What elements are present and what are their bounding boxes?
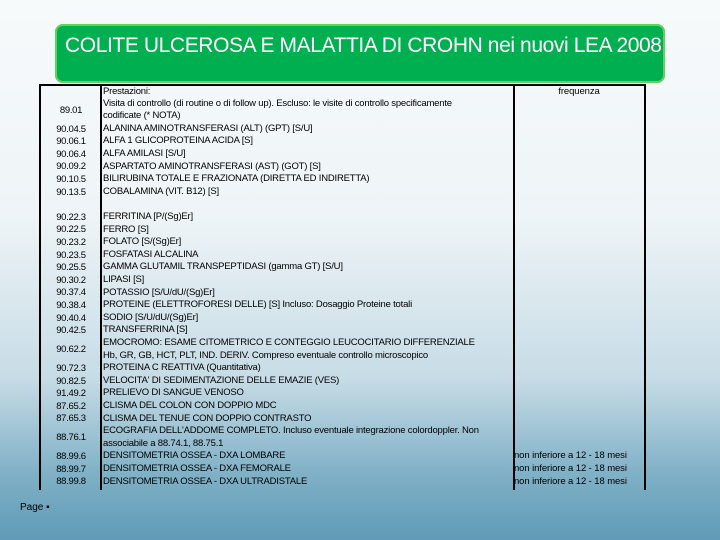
- prestazione-code: 87.65.2: [56, 400, 86, 412]
- prestazione-description: BILIRUBINA TOTALE E FRAZIONATA (DIRETTA ED INDIRETTA): [103, 173, 370, 185]
- prestazione-description: VELOCITA' DI SEDIMENTAZIONE DELLE EMAZIE (VES): [103, 374, 340, 386]
- prestazione-code: 90.38.4: [56, 299, 86, 311]
- table-row: [39, 261, 646, 274]
- prestazione-code: 90.25.5: [56, 262, 86, 274]
- header-frequenza: frequenza: [558, 86, 600, 97]
- table-row: [39, 249, 646, 262]
- prestazione-code: 90.37.4: [56, 287, 86, 299]
- prestazione-description: LIPASI [S]: [103, 274, 145, 285]
- prestazione-description: POTASSIO [S/U/dU/(Sg)Er]: [103, 286, 215, 298]
- prestazione-description: FOSFATASI ALCALINA: [103, 248, 199, 260]
- prestazione-code: 90.22.3: [56, 211, 86, 223]
- prestazione-code: 91.49.2: [56, 388, 86, 400]
- prestazioni-table: [39, 84, 646, 490]
- prestazione-description: GAMMA GLUTAMIL TRANSPEPTIDASI (gamma GT) [S/U]: [103, 261, 343, 273]
- prestazione-code: 90.09.2: [56, 161, 86, 173]
- table-row: [39, 312, 646, 325]
- table-row: [39, 211, 646, 224]
- prestazione-code: 88.99.7: [56, 463, 86, 475]
- table-row: [39, 98, 646, 123]
- table-row: [39, 413, 646, 426]
- table-row: [39, 224, 646, 237]
- table-row: [39, 236, 646, 249]
- slide-title: COLITE ULCEROSA E MALATTIA DI CROHN nei nuovi LEA 2008: [65, 34, 662, 57]
- header-prestazioni: Prestazioni:: [103, 86, 151, 97]
- prestazione-code: 90.23.2: [56, 236, 86, 248]
- prestazione-description: DENSITOMETRIA OSSEA - DXA LOMBARE: [103, 450, 286, 462]
- prestazione-description: DENSITOMETRIA OSSEA - DXA ULTRADISTALE: [103, 475, 308, 487]
- table-row: [39, 287, 646, 300]
- title-banner: [55, 24, 665, 83]
- prestazione-description: codificate (* NOTA): [103, 110, 181, 122]
- prestazione-code: 89.01: [59, 104, 83, 116]
- prestazione-description: FERRITINA [P/(Sg)Er]: [103, 211, 193, 222]
- prestazione-code: 90.04.5: [56, 123, 86, 135]
- table-row: [39, 476, 646, 489]
- table-row: [39, 400, 646, 413]
- table-row: [39, 135, 646, 148]
- prestazione-description: SODIO [S/U/dU/(Sg)Er]: [103, 311, 199, 323]
- prestazione-description: Visita di controllo (di routine o di follow up). Escluso: le visite di controllo specificamente: [103, 97, 452, 109]
- table-row: [39, 337, 646, 362]
- table-row: [39, 387, 646, 400]
- table-row: [39, 299, 646, 312]
- prestazione-description: associabile a 88.74.1, 88.75.1: [103, 437, 224, 449]
- table-row: [39, 362, 646, 375]
- prestazione-code: 90.22.5: [56, 224, 86, 236]
- prestazione-code: 90.30.2: [56, 274, 86, 286]
- prestazione-description: CLISMA DEL COLON CON DOPPIO MDC: [103, 400, 277, 411]
- frequenza-value: non inferiore a 12 - 18 mesi: [514, 450, 627, 462]
- prestazione-code: 90.62.2: [56, 344, 86, 356]
- prestazione-description: CLISMA DEL TENUE CON DOPPIO CONTRASTO: [103, 412, 312, 424]
- prestazione-description: PROTEINA C REATTIVA (Quantitativa): [103, 362, 261, 374]
- table-row: [39, 375, 646, 388]
- table-row: [39, 324, 646, 337]
- prestazione-description: DENSITOMETRIA OSSEA - DXA FEMORALE: [103, 463, 291, 474]
- prestazione-code: 90.23.5: [56, 249, 86, 261]
- table-row: [39, 274, 646, 287]
- prestazione-code: 90.82.5: [56, 375, 86, 387]
- table-row: [39, 425, 646, 450]
- prestazione-description: TRANSFERRINA [S]: [103, 324, 188, 336]
- table-row: [39, 123, 646, 136]
- prestazione-code: 88.76.1: [56, 432, 86, 444]
- table-row: [39, 198, 646, 211]
- prestazione-description: PRELIEVO DI SANGUE VENOSO: [103, 387, 244, 399]
- prestazione-code: 90.10.5: [56, 173, 86, 185]
- prestazione-description: ALANINA AMINOTRANSFERASI (ALT) (GPT) [S/U]: [103, 122, 313, 134]
- prestazione-description: ASPARTATO AMINOTRANSFERASI (AST) (GOT) [S]: [103, 160, 321, 172]
- table-row: [39, 161, 646, 174]
- prestazione-description: Hb, GR, GB, HCT, PLT, IND. DERIV. Compreso eventuale controllo microscopico: [103, 349, 429, 361]
- frequenza-value: non inferiore a 12 - 18 mesi: [514, 475, 627, 487]
- prestazione-code: 90.42.5: [56, 325, 86, 337]
- prestazione-description: ECOGRAFIA DELL'ADDOME COMPLETO. Incluso eventuale integrazione colordoppler. Non: [103, 425, 479, 437]
- table-row: [39, 450, 646, 463]
- prestazione-description: PROTEINE (ELETTROFORESI DELLE) [S] Incluso: Dosaggio Proteine totali: [103, 299, 412, 311]
- prestazione-description: COBALAMINA (VIT. B12) [S]: [103, 185, 219, 197]
- table-row: [39, 148, 646, 161]
- prestazione-description: EMOCROMO: ESAME CITOMETRICO E CONTEGGIO LEUCOCITARIO DIFFERENZIALE: [103, 337, 475, 348]
- prestazione-code: 90.06.4: [56, 148, 86, 160]
- table-row: [39, 173, 646, 186]
- prestazione-description: ALFA AMILASI [S/U]: [103, 148, 186, 159]
- prestazione-description: FOLATO [S/(Sg)Er]: [103, 236, 182, 248]
- frequenza-value: non inferiore a 12 - 18 mesi: [514, 463, 627, 474]
- table-row: [39, 186, 646, 199]
- prestazione-code: 88.99.6: [56, 451, 86, 463]
- prestazione-code: 90.13.5: [56, 186, 86, 198]
- prestazione-code: [41, 198, 101, 211]
- table-row: [39, 463, 646, 476]
- prestazione-code: 90.72.3: [56, 362, 86, 374]
- prestazione-description: FERRO [S]: [103, 223, 149, 235]
- prestazione-code: 88.99.8: [56, 476, 86, 488]
- prestazione-code: 87.65.3: [56, 413, 86, 425]
- prestazione-code: 90.40.4: [56, 312, 86, 324]
- prestazione-description: ALFA 1 GLICOPROTEINA ACIDA [S]: [103, 135, 253, 147]
- page-number: Page ▪: [20, 502, 50, 513]
- prestazione-code: 90.06.1: [56, 136, 86, 148]
